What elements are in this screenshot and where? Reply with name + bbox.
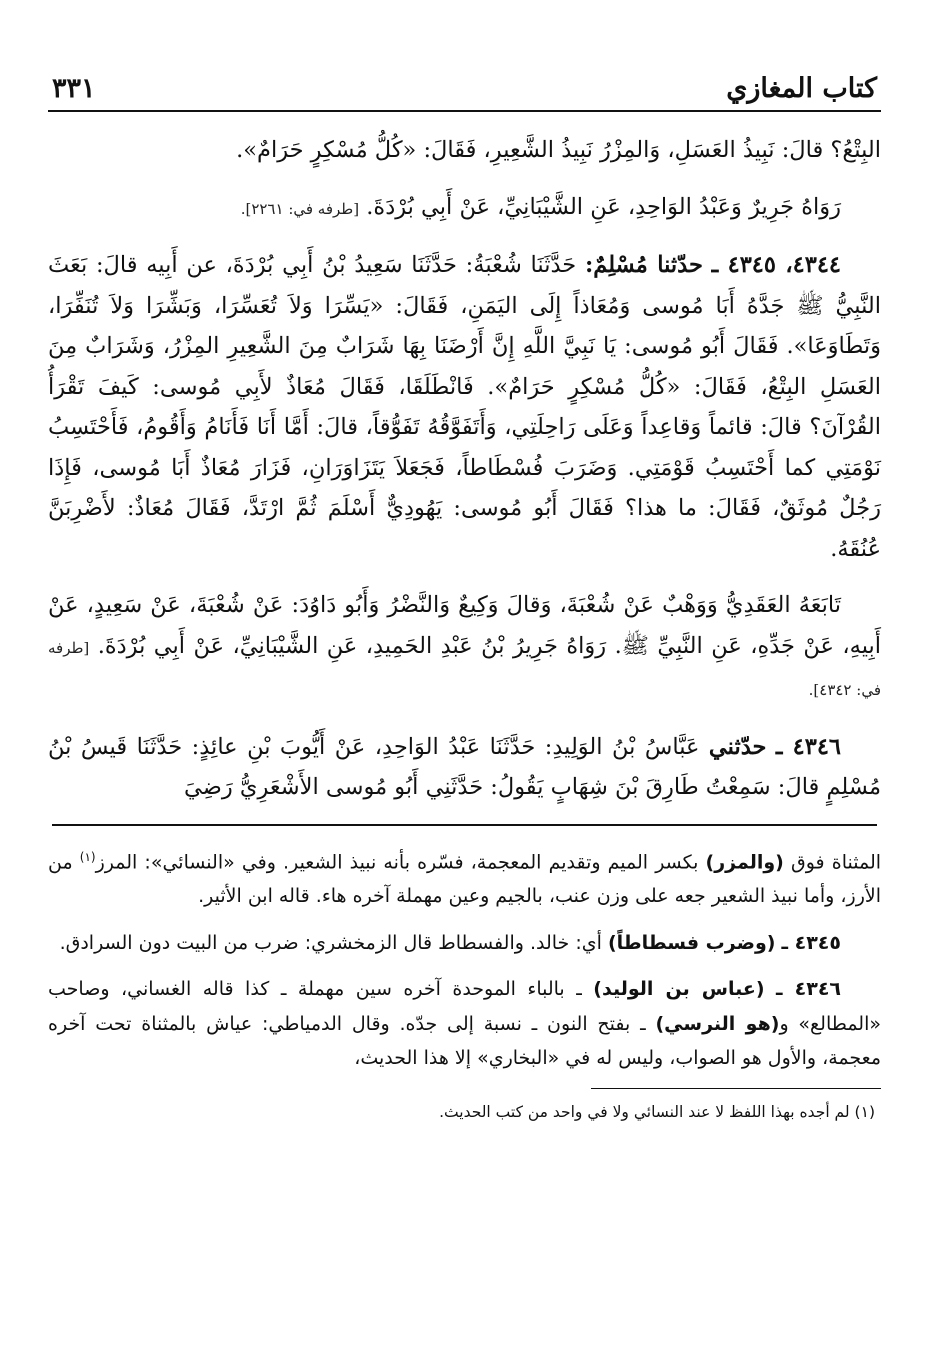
commentary-keyword: (هو النرسي) — [655, 1012, 780, 1035]
commentary-keyword: (عباس بن الوليد) — [593, 978, 765, 1001]
page-number: ٣٣١ — [52, 73, 96, 104]
paragraph-riwayah — [48, 187, 881, 230]
commentary-text: أي: خالد. والفسطاط قال الزمخشري: ضرب من البيت دون السرادق. — [59, 931, 602, 954]
commentary-keyword: (وضرب فسطاطاً) — [607, 931, 776, 954]
footnote — [48, 1099, 881, 1125]
footnote-text: لم أجده بهذا اللفظ لا عند النسائي ولا في واحد من كتب الحديث. — [439, 1102, 850, 1121]
hadith-number: ٤٣٤٤، ٤٣٤٥ ـ — [711, 252, 841, 278]
paragraph-text: تَابَعَهُ العَقَدِيُّ وَوَهْبٌ عَنْ شُعْبَةَ، وَقالَ وَكِيعٌ وَالنَّضْرُ وَأَبُو دَاوُدَ: عَنْ شُعْبَةَ، عَنْ سَعِيدٍ، عَنْ أَبِيهِ، عَنْ جَدِّهِ، عَنِ النَّبِيِّ ﷺ. رَوَاهُ جَرِيرُ بْنُ عَبْدِ الحَمِيدِ، عَنِ الشَّيْبَانِيِّ، عَنْ أَبِي بُرْدَةَ. — [48, 592, 881, 659]
commentary-text: من الأرز، وأما نبيذ الشعير جعه على وزن عنب، بالجيم وعين مهملة آخره هاء. قاله ابن الأثير. — [48, 850, 881, 908]
chapter-title: كتاب المغازي — [726, 73, 877, 104]
commentary-section — [48, 840, 881, 1076]
hadith-chain-lead: حدّثني — [708, 733, 767, 760]
hadith-text: عَبَّاسُ بْنُ الوَلِيدِ: حَدَّثَنَا عَبْدُ الوَاحِدِ، عَنْ أَيُّوبَ بْنِ عائِذٍ: حَدَّثَنَا قَيسُ بْنُ مُسْلِمٍ قالَ: سَمِعْتُ طَارِقَ بْنَ شِهَابٍ يَقُولُ: حَدَّثَنِي أَبُو مُوسى الأَشْعَرِيُّ رَضِيَ — [48, 733, 881, 800]
footnote-number: (١) — [854, 1102, 875, 1121]
commentary-number: ٤٣٤٦ ـ — [776, 978, 842, 1001]
footnote-marker: (١) — [79, 849, 96, 864]
commentary-text: المثناة فوق — [791, 850, 882, 873]
main-text — [48, 130, 881, 808]
hadith-text: حَدَّثَنَا شُعْبَةُ: حَدَّثَنَا سَعِيدُ بْنُ أَبِي بُرْدَةَ، عن أَبِيه قالَ: بَعَثَ النَّبِيُّ ﷺ جَدَّهُ أَبَا مُوسى وَمُعَاذاً إِلَى اليَمَنِ، فَقَالَ: «يَسِّرَا وَلاَ تُعَسِّرَا، وَبَشِّرَا وَلاَ تُنَفِّرَا، وَتَطَاوَعَا». فَقَالَ أَبُو مُوسى: يَا نَبِيَّ اللَّهِ إِنَّ أَرْضَنَا بِهَا شَرَابٌ مِنَ الشَّعِيرِ المِزْرُ، وَشَرَابٌ مِنَ العَسَلِ البِتْعُ، فَقَالَ: «كُلُّ مُسْكِرٍ حَرَامٌ». فَانْطَلَقَا، فَقَالَ مُعَاذٌ لأَبِي مُوسى: كَيفَ تَقْرَأُ القُرْآنَ؟ قالَ: قائماً وَقاعِداً وَعَلَى رَاحِلَتِي، وَأَتَفَوَّقُهُ تَفَوُّقاً، قالَ: أَمَّا أَنَا فَأَنَامُ وَأَقُومُ، فَأَحْتَسِبُ نَوْمَتِي كما أَحْتَسِبُ قَوْمَتِي. وَضَرَبَ فُسْطَاطاً، فَجَعَلاَ يَتَزَاوَرَانِ، فَزَارَ مُعَاذٌ أَبَا مُوسى، فَإِذَا رَجُلٌ مُوثَقٌ، فَقَالَ: ما هذا؟ فَقَالَ أَبُو مُوسى: يَهُودِيٌّ أَسْلَمَ ثُمَّ ارْتَدَّ، فَقَالَ مُعَاذٌ: لأَضْرِبَنَّ عُنُقَهُ. — [48, 252, 881, 562]
commentary-text: ـ بفتح النون ـ نسبة إلى جدّه. وقال الدمياطي: عياش بالمثناة تحت آخره معجمة، والأول هو الصواب، وليس له في «البخاري» إلا هذا الحديث، — [48, 1012, 881, 1070]
commentary-text: بكسر الميم وتقديم المعجمة، فسّره بأنه نبيذ الشعير. وفي «النسائي»: المرز — [95, 850, 699, 873]
commentary-paragraph — [48, 972, 881, 1076]
commentary-paragraph — [48, 926, 881, 961]
paragraph-text: رَوَاهُ جَرِيرٌ وَعَبْدُ الوَاحِدِ، عَنِ الشَّيْبَانِيِّ، عَنْ أَبِي بُرْدَةَ. — [366, 193, 841, 220]
cross-reference: [طرفه في: ٢٢٦١]. — [240, 199, 360, 218]
commentary-paragraph — [48, 840, 881, 914]
cross-reference: [طرفه في: ٤٣٤٢]. — [48, 638, 881, 699]
commentary-keyword: (والمزر) — [705, 850, 784, 873]
hadith-4344-4345 — [48, 245, 881, 569]
commentary-number: ٤٣٤٥ ـ — [781, 931, 841, 954]
hadith-number: ٤٣٤٦ ـ — [775, 733, 842, 760]
commentary-text: ـ بالباء الموحدة آخره سين مهملة ـ كذا قاله الغساني، وصاحب «المطالع» و — [48, 978, 882, 1035]
hadith-chain-lead: حدّثنا مُسْلِمٌ: — [584, 252, 703, 278]
page-header — [48, 58, 881, 112]
hadith-4346 — [48, 727, 881, 808]
commentary-divider — [52, 824, 877, 826]
paragraph-continuation — [48, 130, 881, 171]
footnote-divider — [591, 1088, 881, 1089]
paragraph-text: البِتْعُ؟ قالَ: نَبِيذُ العَسَلِ، وَالمِزْرُ نَبِيذُ الشَّعِيرِ، فَقَالَ: «كُلُّ مُسْكِرٍ حَرَامٌ». — [236, 137, 881, 163]
paragraph-mutabaah — [48, 585, 881, 711]
